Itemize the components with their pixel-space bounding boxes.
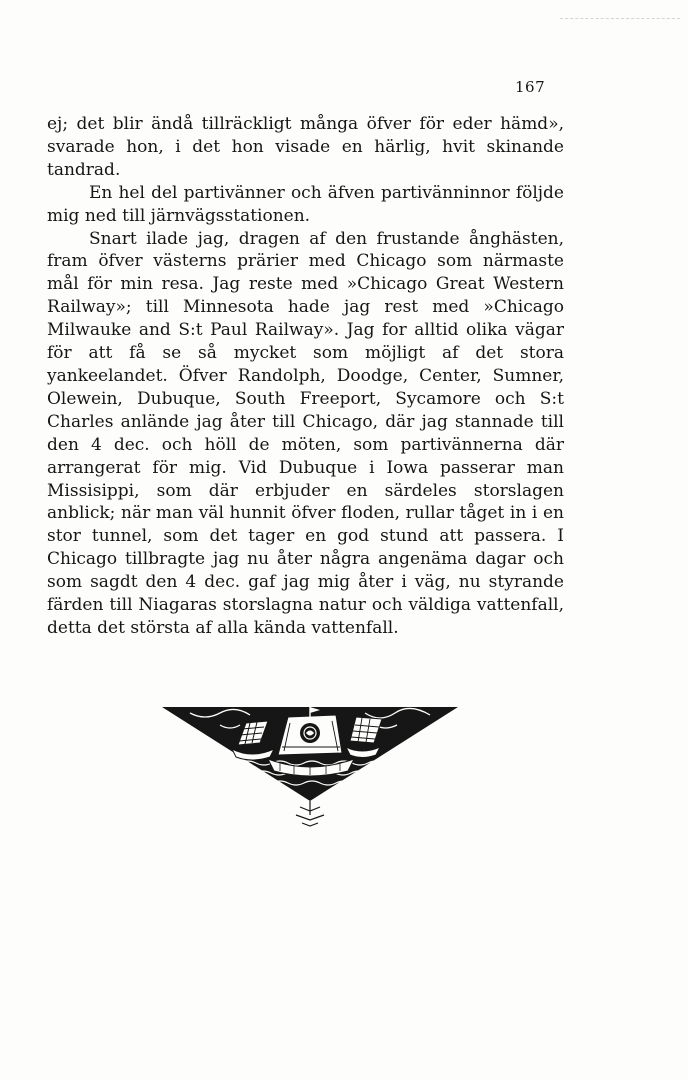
paragraph-1: ej; det blir ändå tillräckligt många öfver för eder hämd», svarade hon, i det hon visade en härlig, hvit skinande tandrad. [47,114,564,180]
page-number: 167 [515,78,546,96]
page-edge-mark [560,18,680,20]
body-text [47,113,564,640]
paragraph-2: En hel del partivänner och äfven partivänninnor följde mig ned till järnvägsstationen. [47,182,564,226]
paragraph-3: Snart ilade jag, dragen af den frustande ånghästen, fram öfver västerns prärier med Chicago som närmaste mål för min resa. Jag reste med »Chicago Great Western Railway»; till Minnesota hade jag rest med »Chicago Milwauke and S:t Paul Railway». Jag for alltid olika vägar för att få se så mycket som möjligt af det stora yankeelandet. Öfver Randolph, Doodge, Center, Sumner, Olewein, Dubuque, South Freeport, Sycamore och S:t Charles anlände jag åter till Chicago, där jag stannade till den 4 dec. och höll de möten, som partivännerna där arrangerat för mig. Vid Dubuque i Iowa passerar man Missisippi, som där erbjuder en särdeles storslagen anblick; när man väl hunnit öfver floden, rullar tåget in i en stor tunnel, som det tager en god stund att passera. I Chicago tillbragte jag nu åter några angenäma dagar och som sagdt den 4 dec. gaf jag mig åter i väg, nu styrande färden till Niagaras storslagna natur och väldiga vattenfall, detta det största af alla kända vattenfall. [47,228,564,638]
sailing-ship-vignette-icon [160,703,460,833]
